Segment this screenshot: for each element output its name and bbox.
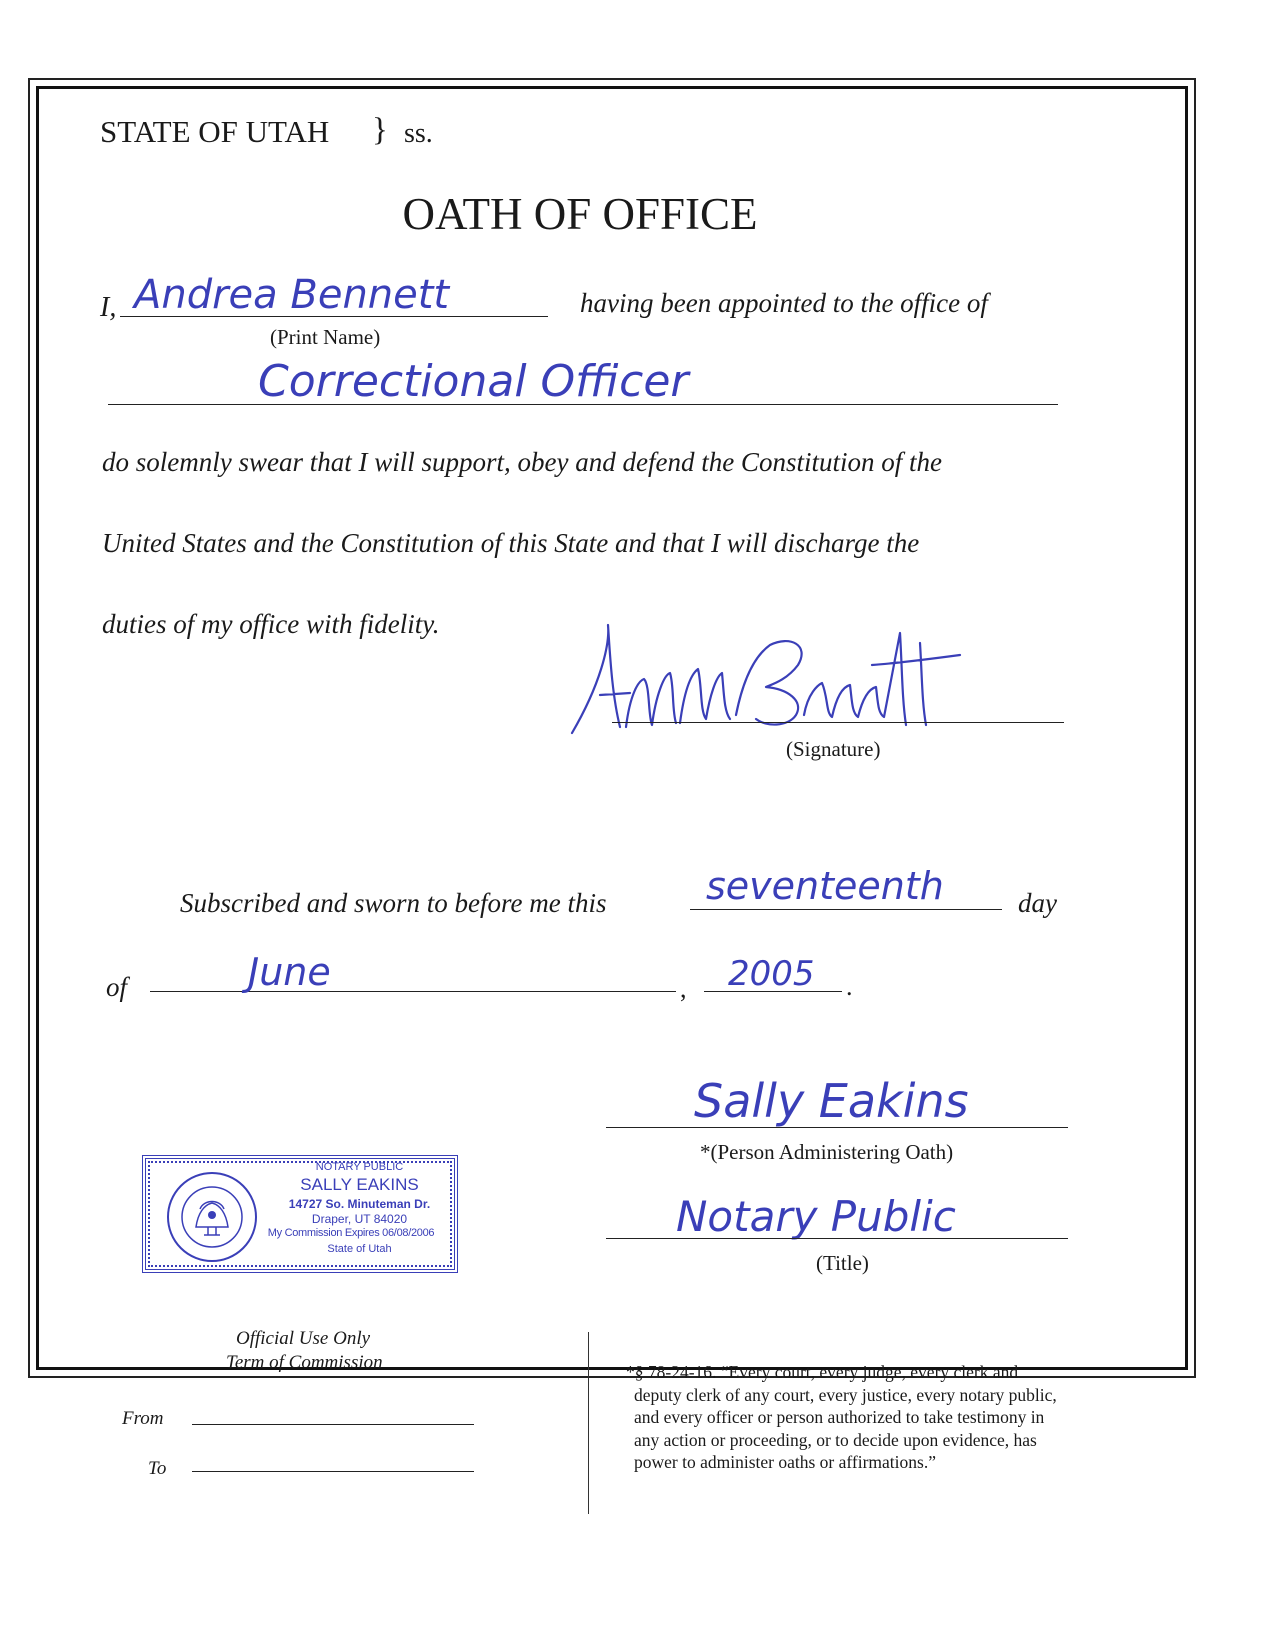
title-line [606, 1238, 1068, 1239]
day-handwritten: seventeenth [706, 864, 944, 908]
page-title: OATH OF OFFICE [402, 189, 758, 239]
stamp-line-2: SALLY EAKINS [300, 1175, 419, 1194]
footnote-line-3: and every officer or person authorized to take testimony in [634, 1407, 1045, 1427]
ss-label: ss. [404, 118, 433, 149]
from-label: From [122, 1408, 164, 1429]
footnote-line-5: power to administer oaths or affirmations.” [634, 1452, 936, 1472]
oath-line-1: do solemnly swear that I will support, obey and defend the Constitution of the [102, 447, 942, 477]
office-handwritten: Correctional Officer [258, 356, 689, 407]
stamp-line-3: 14727 So. Minuteman Dr. [288, 1197, 431, 1211]
term-of-commission-heading: Term of Commission [226, 1352, 383, 1373]
day-line [690, 909, 1002, 910]
administering-signature: Sally Eakins [694, 1074, 969, 1128]
day-word: day [1018, 888, 1057, 918]
state-seal-icon [164, 1169, 260, 1265]
footnote [626, 1361, 1057, 1474]
administering-caption: *(Person Administering Oath) [700, 1140, 954, 1164]
administering-line [606, 1127, 1068, 1128]
stamp-line-6: State of Utah [327, 1243, 392, 1255]
title-caption: (Title) [816, 1251, 869, 1275]
print-name-handwritten: Andrea Bennett [134, 272, 450, 318]
signature-caption: (Signature) [786, 737, 881, 761]
print-name-caption: (Print Name) [270, 325, 381, 349]
date-comma: , [680, 974, 687, 1003]
stamp-line-5: My Commission Expires 06/08/2006 [267, 1227, 435, 1239]
section-divider [588, 1332, 589, 1514]
oath-line-3: duties of my office with fidelity. [102, 609, 440, 639]
to-field-line [192, 1471, 474, 1472]
official-use-heading: Official Use Only [236, 1328, 371, 1349]
oath-line-2: United States and the Constitution of this State and that I will discharge the [102, 528, 920, 558]
notary-stamp [142, 1155, 482, 1285]
stamp-line-4: Draper, UT 84020 [311, 1212, 408, 1226]
signature-andrea-bennett [560, 615, 970, 745]
i-prefix: I, [100, 292, 117, 323]
year-handwritten: 2005 [728, 954, 815, 994]
subscribed-text: Subscribed and sworn to before me this [180, 888, 607, 918]
title-handwritten: Notary Public [676, 1192, 956, 1241]
appointed-text: having been appointed to the office of [580, 288, 988, 318]
stamp-line-1: NOTARY PUBLIC [315, 1161, 404, 1173]
signature-line [612, 722, 1064, 723]
footnote-line-1: *§ 78-24-16. “Every court, every judge, every clerk and [626, 1362, 1019, 1382]
footnote-line-2: deputy clerk of any court, every justice, every notary public, [634, 1384, 1057, 1405]
brace-glyph: } [372, 112, 388, 148]
month-handwritten: June [248, 950, 331, 994]
date-period: . [846, 972, 853, 1001]
from-field-line [192, 1424, 474, 1425]
footnote-line-4: any action or proceeding, or to decide upon evidence, has [634, 1429, 1037, 1450]
month-line [150, 991, 676, 992]
of-word: of [106, 972, 128, 1002]
state-label: STATE OF UTAH [100, 114, 330, 149]
to-label: To [148, 1458, 167, 1479]
